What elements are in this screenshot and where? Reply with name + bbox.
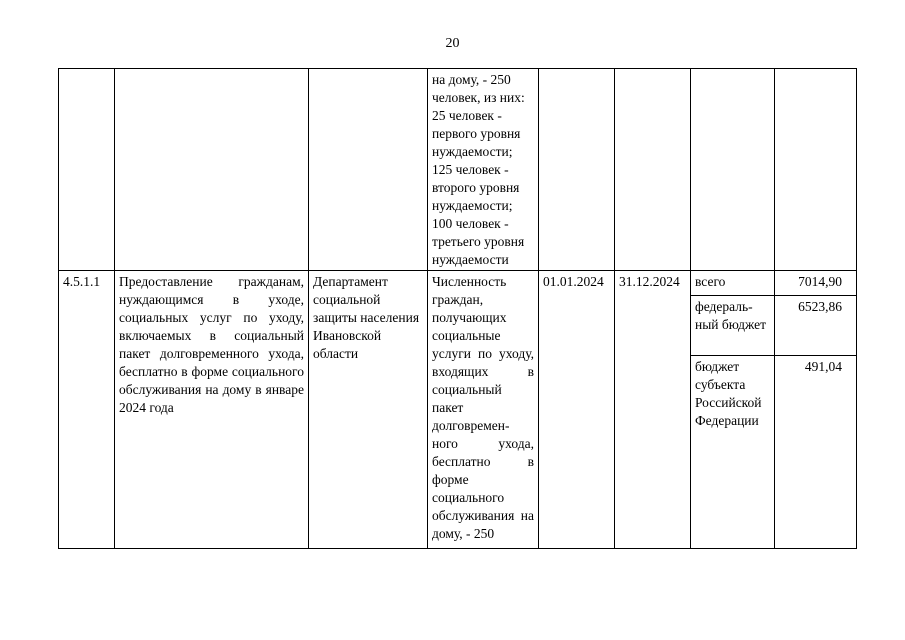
code-cell: 4.5.1.1 (59, 271, 115, 549)
indicator-continuation-cell: на дому, - 250 человек, из них: 25 человек - первого уровня нуждаемости; 125 человек - второго уровня нуждаемости; 100 человек - третьего уровня нуждаемости (428, 69, 539, 271)
funding-source-cell: всего (691, 271, 775, 296)
continuation-row (59, 69, 857, 271)
table-row (59, 271, 857, 296)
funding-amount-cell: 6523,86 (775, 296, 857, 356)
empty-cell (775, 69, 857, 271)
empty-cell (691, 69, 775, 271)
end-date-cell: 31.12.2024 (615, 271, 691, 549)
funding-source-cell: федераль-ный бюджет (691, 296, 775, 356)
program-table (58, 68, 857, 549)
empty-cell (615, 69, 691, 271)
executor-cell: Департамент социальной защиты населения Ивановской области (309, 271, 428, 549)
page-number: 20 (445, 36, 460, 51)
empty-cell (309, 69, 428, 271)
empty-cell (539, 69, 615, 271)
empty-cell (115, 69, 309, 271)
funding-amount-cell: 7014,90 (775, 271, 857, 296)
indicator-cell: Численность граждан, получающих социальные услуги по уходу, входящих в социальный пакет долговремен-ного ухода, бесплатно в форме социального обслуживания на дому, - 250 (428, 271, 539, 549)
funding-source-cell: бюджет субъекта Российской Федерации (691, 356, 775, 549)
funding-amount-cell: 491,04 (775, 356, 857, 549)
start-date-cell: 01.01.2024 (539, 271, 615, 549)
activity-cell: Предоставление гражданам, нуждающимся в уходе, социальных услуг по уходу, включаемых в социальный пакет долговременного ухода, бесплатно в форме социального обслуживания на дому в январе 2024 года (115, 271, 309, 549)
empty-cell (59, 69, 115, 271)
